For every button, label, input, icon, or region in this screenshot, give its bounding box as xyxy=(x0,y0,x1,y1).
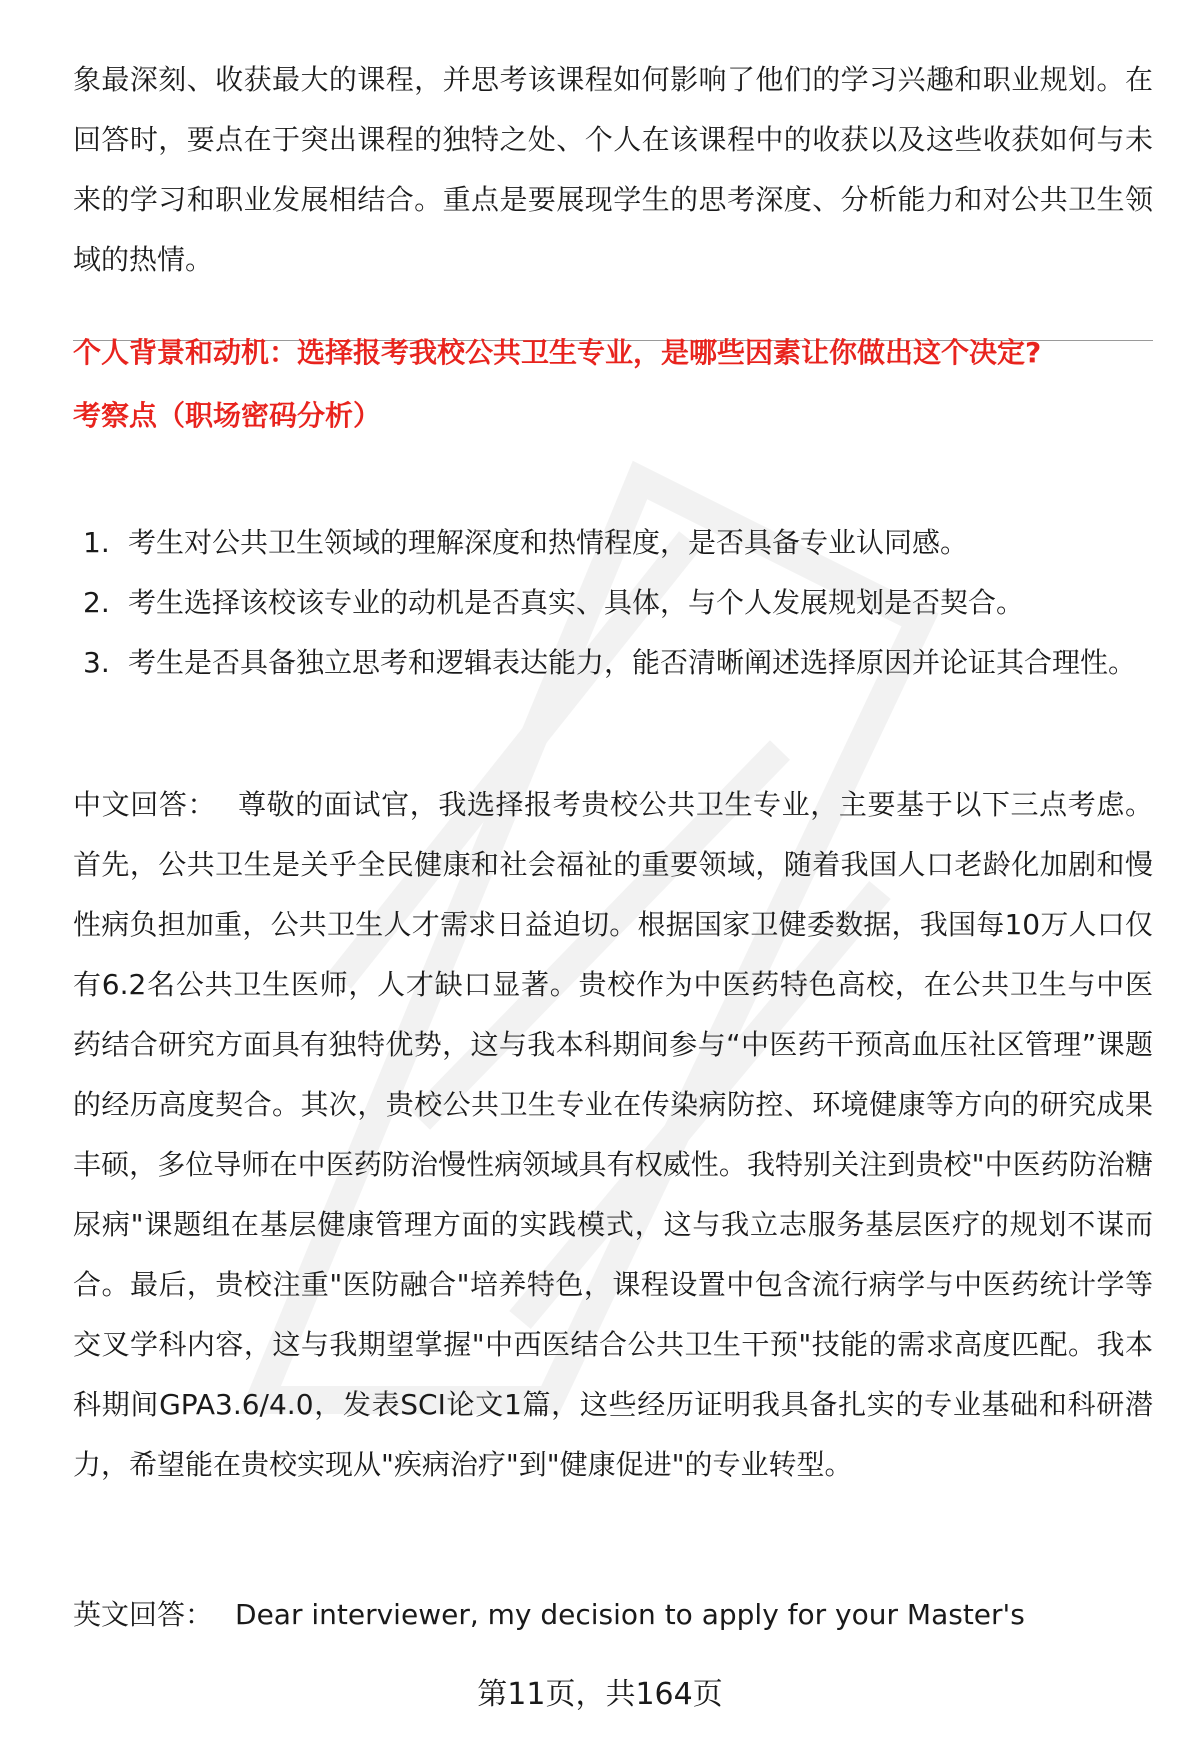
english-answer-paragraph xyxy=(73,1585,1153,1645)
page-footer: 第11页，共164页 xyxy=(477,1677,723,1712)
list-item-number: 3. xyxy=(83,646,110,679)
english-answer-text: Dear interviewer, my decision to apply for your Master's xyxy=(235,1598,1025,1631)
question-title: 个人背景和动机：选择报考我校公共卫生专业，是哪些因素让你做出这个决定? xyxy=(73,336,1042,369)
list-item-number: 1. xyxy=(83,526,110,559)
english-answer-label: 英文回答： xyxy=(73,1598,214,1631)
intro-paragraph: 象最深刻、收获最大的课程，并思考该课程如何影响了他们的学习兴趣和职业规划。在回答时，要点在于突出课程的独特之处、个人在该课程中的收获以及这些收获如何与未来的学习和职业发展相结合。重点是要展现学生的思考深度、分析能力和对公共卫生领域的热情。 xyxy=(73,63,1153,276)
intro-section xyxy=(73,50,1153,290)
list-item-text: 考生对公共卫生领域的理解深度和热情程度，是否具备专业认同感。 xyxy=(128,526,969,559)
chinese-answer-label: 中文回答： xyxy=(73,788,217,821)
chinese-answer-section xyxy=(73,775,1153,1495)
list-item-text: 考生选择该校该专业的动机是否真实、具体，与个人发展规划是否契合。 xyxy=(128,586,1025,619)
chinese-answer-paragraph xyxy=(73,775,1153,1495)
assessment-points-list xyxy=(73,513,1153,693)
list-item-text: 考生是否具备独立思考和逻辑表达能力，能否清晰阐述选择原因并论证其合理性。 xyxy=(128,646,1137,679)
chinese-answer-text: 尊敬的面试官，我选择报考贵校公共卫生专业，主要基于以下三点考虑。首先，公共卫生是关乎全民健康和社会福祉的重要领域，随着我国人口老龄化加剧和慢性病负担加重，公共卫生人才需求日益迫切。根据国家卫健委数据，我国每10万人口仅有6.2名公共卫生医师，人才缺口显著。贵校作为中医药特色高校，在公共卫生与中医药结合研究方面具有独特优势，这与我本科期间参与“中医药干预高血压社区管理”课题的经历高度契合。其次，贵校公共卫生专业在传染病防控、环境健康等方向的研究成果丰硕，多位导师在中医药防治慢性病领域具有权威性。我特别关注到贵校"中医药防治糖尿病"课题组在基层健康管理方面的实践模式，这与我立志服务基层医疗的规划不谋而合。最后，贵校注重"医防融合"培养特色，课程设置中包含流行病学与中医药统计学等交叉学科内容，这与我期望掌握"中西医结合公共卫生干预"技能的需求高度匹配。我本科期间GPA3.6/4.0，发表SCI论文1篇，这些经历证明我具备扎实的专业基础和科研潜力，希望能在贵校实现从"疾病治疗"到"健康促进"的专业转型。 xyxy=(73,788,1153,1481)
question-subtitle: 考察点（职场密码分析） xyxy=(73,399,382,432)
list-item xyxy=(73,573,1153,633)
list-item-number: 2. xyxy=(83,586,110,619)
list-item xyxy=(73,633,1153,693)
english-answer-section xyxy=(73,1585,1153,1645)
list-item xyxy=(73,513,1153,573)
